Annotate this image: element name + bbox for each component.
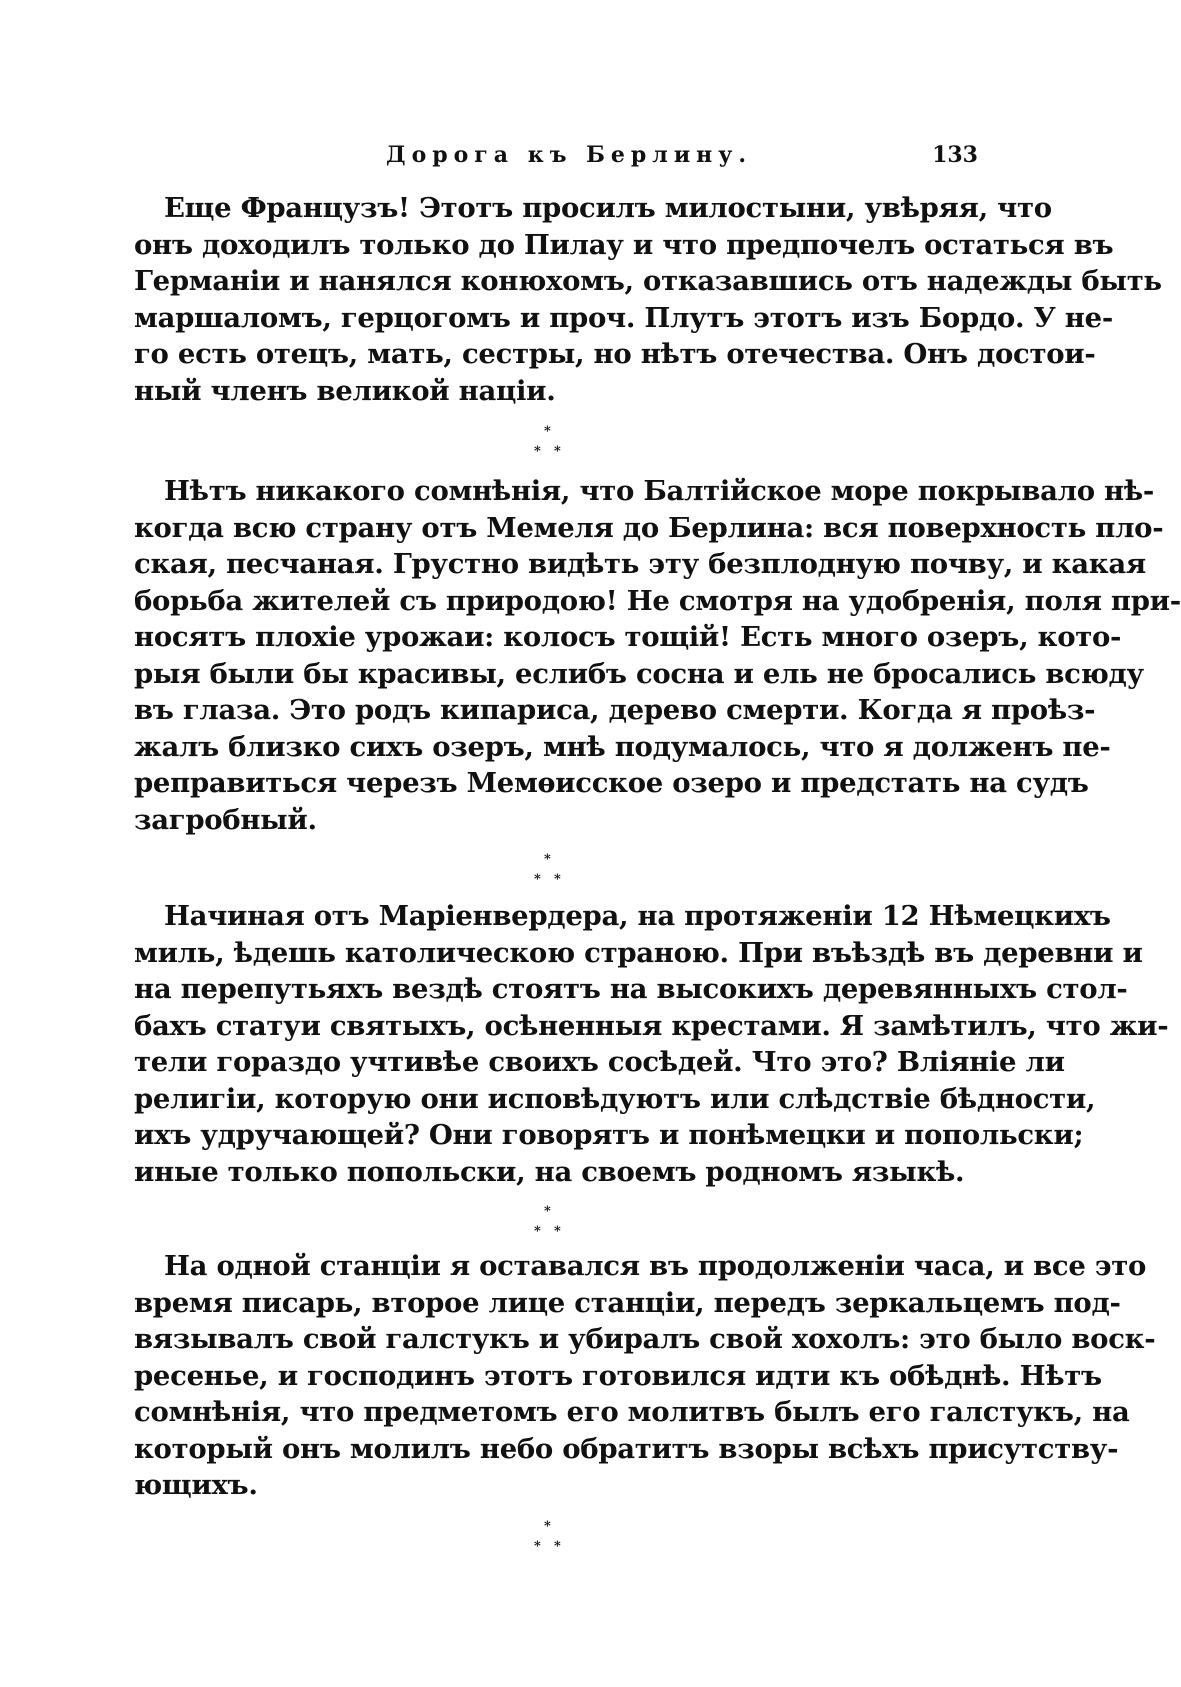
asterism-star: *	[544, 1519, 551, 1534]
paragraph-4	[134, 1248, 1156, 1504]
text-line: сомнѣнія, что предметомъ его молитвъ былъ его галстукъ, на	[134, 1396, 1130, 1428]
text-line: который онъ молилъ небо обратитъ взоры всѣхъ присутству-	[134, 1432, 1119, 1465]
text-line: ющихъ.	[134, 1469, 258, 1501]
text-line: борьба жителей съ природою! Не смотря на удобренія, поля при-	[134, 584, 1181, 617]
text-line: На одной станціи я оставался въ продолженіи часа, и все это	[164, 1250, 1147, 1282]
asterism-star: *	[554, 1224, 561, 1239]
text-line: ихъ удручающей? Они говорятъ и понѣмецки и попольски;	[134, 1119, 1084, 1151]
asterism-star: *	[534, 444, 541, 459]
running-title: Дорога къ Берлину.	[386, 142, 752, 168]
text-line: онъ доходилъ только до Пилау и что предпочелъ остаться въ	[134, 228, 1114, 261]
text-line: въ глаза. Это родъ кипариса, дерево смерти. Когда я проѣз-	[134, 694, 1096, 726]
text-line: время писарь, второе лице станціи, передъ зеркальцемъ под-	[134, 1286, 1121, 1319]
text-line: ская, песчаная. Грустно видѣть эту безплодную почву, и какая	[134, 548, 1146, 580]
text-line: загробный.	[134, 803, 317, 836]
section-divider-asterism	[520, 1205, 580, 1245]
text-line: маршаломъ, герцогомъ и проч. Плутъ этотъ изъ Бордо. У не-	[134, 301, 1113, 334]
text-line: тели гораздо учтивѣе своихъ сосѣдей. Что это? Вліяніе ли	[134, 1046, 1065, 1078]
text-line: рыя были бы красивы, еслибъ сосна и ель не бросались всюду	[134, 657, 1144, 690]
paragraph-2	[134, 473, 1181, 838]
text-line: жалъ близко сихъ озеръ, мнѣ подумалось, что я долженъ пе-	[134, 730, 1111, 763]
section-divider-asterism	[520, 853, 580, 893]
asterism-star: *	[544, 852, 551, 867]
text-line: ресенье, и господинъ этотъ готовился идти къ обѣднѣ. Нѣтъ	[134, 1359, 1102, 1392]
text-line: носятъ плохіе урожаи: колосъ тощій! Есть много озеръ, кото-	[134, 621, 1122, 653]
text-line: Германіи и нанялся конюхомъ, отказавшись отъ надежды быть	[134, 265, 1162, 297]
paragraph-3	[134, 898, 1169, 1190]
page-header	[160, 142, 978, 176]
text-line: религіи, которую они исповѣдуютъ или слѣдствіе бѣдности,	[134, 1082, 1096, 1115]
asterism-star: *	[534, 1539, 541, 1554]
asterism-star: *	[544, 424, 551, 439]
asterism-star: *	[534, 872, 541, 887]
text-line: ный членъ великой націи.	[134, 374, 556, 407]
text-line: на перепутьяхъ вездѣ стоятъ на высокихъ деревянныхъ стол-	[134, 973, 1128, 1005]
paragraph-1	[134, 190, 1162, 409]
asterism-star: *	[554, 1539, 561, 1554]
text-line: Еще Французъ! Этотъ просилъ милостыни, увѣряя, что	[164, 192, 1052, 224]
section-divider-asterism	[520, 425, 580, 465]
section-divider-asterism	[520, 1520, 580, 1560]
asterism-star: *	[534, 1224, 541, 1239]
text-line: когда всю страну отъ Мемеля до Берлина: вся поверхность пло-	[134, 511, 1164, 544]
text-line: вязывалъ свой галстукъ и убиралъ свой хохолъ: это было воск-	[134, 1323, 1156, 1355]
text-line: иные только попольски, на своемъ родномъ языкѣ.	[134, 1155, 965, 1188]
page-number: 133	[932, 142, 978, 168]
text-line: бахъ статуи святыхъ, осѣненныя крестами. Я замѣтилъ, что жи-	[134, 1009, 1169, 1042]
asterism-star: *	[554, 444, 561, 459]
text-line: Начиная отъ Маріенвердера, на протяженіи 12 Нѣмецкихъ	[164, 900, 1111, 932]
asterism-star: *	[544, 1204, 551, 1219]
text-line: го есть отецъ, мать, сестры, но нѣтъ отечества. Онъ достои-	[134, 338, 1096, 370]
asterism-star: *	[554, 872, 561, 887]
text-line: миль, ѣдешь католическою страною. При въѣздѣ въ деревни и	[134, 936, 1143, 969]
text-line: Нѣтъ никакого сомнѣнія, что Балтійское море покрывало нѣ-	[164, 475, 1155, 507]
text-line: реправиться черезъ Мемѳисское озеро и предстать на судъ	[134, 767, 1089, 799]
